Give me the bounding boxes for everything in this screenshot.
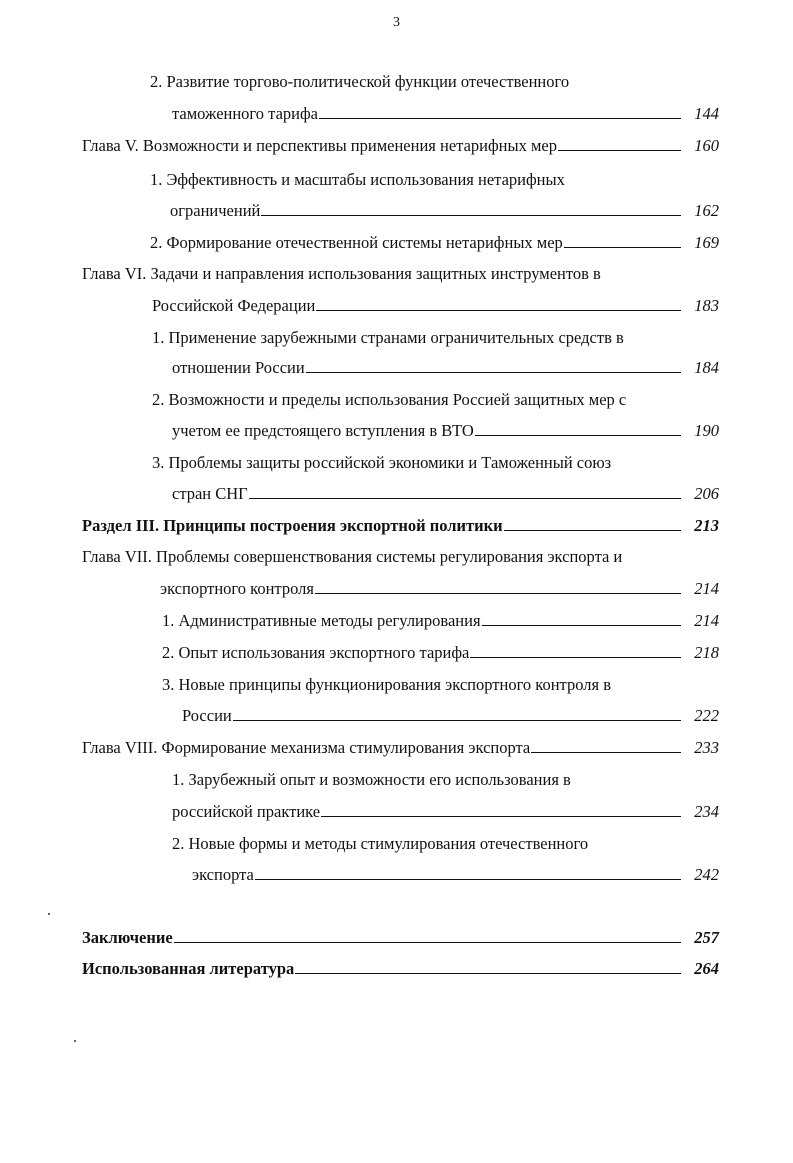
toc-entry (0, 134, 793, 158)
toc-page: 264 (694, 959, 719, 978)
leader-line (504, 530, 681, 531)
toc-entry (0, 514, 793, 538)
toc-entry (0, 704, 793, 728)
leader-line (306, 372, 681, 373)
leader-line (558, 150, 681, 151)
toc-text: 2. Возможности и пределы использования Россией защитных мер с (152, 390, 627, 409)
leader-line (316, 310, 681, 311)
toc-text: Заключение (82, 928, 173, 947)
toc-page: 144 (694, 104, 719, 123)
leader-line (295, 973, 681, 974)
leader-line (319, 118, 681, 119)
toc-page: 233 (694, 738, 719, 757)
toc-text: Использованная литература (82, 959, 295, 978)
leader-line (249, 498, 681, 499)
leader-line (321, 816, 681, 817)
toc-entry (0, 482, 793, 506)
toc-line (0, 451, 793, 475)
toc-page: 257 (694, 928, 719, 947)
toc-page: 169 (694, 233, 719, 252)
toc-text: 1. Эффективность и масштабы использования нетарифных (150, 170, 565, 189)
toc-page: 214 (694, 579, 719, 598)
toc-text: таможенного тарифа (172, 104, 318, 123)
toc-line (0, 768, 793, 792)
toc-page: 183 (694, 296, 719, 315)
leader-line (475, 435, 681, 436)
toc-line (0, 326, 793, 350)
toc-text: Глава VI. Задачи и направления использования защитных инструментов в (82, 264, 601, 283)
toc-entry (0, 356, 793, 380)
toc-text: 2. Формирование отечественной системы нетарифных мер (150, 233, 563, 252)
toc-page: 190 (694, 421, 719, 440)
toc-text: отношении России (172, 358, 305, 377)
toc-entry (0, 736, 793, 760)
toc-page: 162 (694, 201, 719, 220)
toc-entry (0, 199, 793, 223)
toc-entry (0, 863, 793, 887)
toc-text: Российской Федерации (152, 296, 316, 315)
toc-entry (0, 926, 793, 950)
page-number: 3 (393, 15, 400, 30)
toc-text: 1. Зарубежный опыт и возможности его использования в (172, 770, 571, 789)
toc-entry (0, 800, 793, 824)
toc-text: 2. Развитие торгово-политической функции отечественного (150, 72, 570, 91)
toc-line (0, 388, 793, 412)
toc-page: 184 (694, 358, 719, 377)
toc-line (0, 70, 793, 94)
leader-line (261, 215, 681, 216)
leader-line (174, 942, 681, 943)
toc-page: 242 (694, 865, 719, 884)
toc-text: Раздел III. Принципы построения экспортной политики (82, 516, 503, 535)
toc-line (0, 832, 793, 856)
toc-line (0, 545, 793, 569)
leader-line (255, 879, 681, 880)
toc-text: стран СНГ (172, 484, 248, 503)
toc-page: 222 (694, 706, 719, 725)
scan-speck (74, 1040, 76, 1042)
toc-line (0, 262, 793, 286)
toc-entry (0, 419, 793, 443)
toc-entry (0, 231, 793, 255)
leader-line (482, 625, 681, 626)
toc-text: 2. Опыт использования экспортного тарифа (162, 643, 470, 662)
toc-text: учетом ее предстоящего вступления в ВТО (172, 421, 474, 440)
toc-page: 234 (694, 802, 719, 821)
toc-text: ограничений (170, 201, 261, 220)
scan-speck (48, 913, 50, 915)
toc-text: экспортного контроля (160, 579, 314, 598)
toc-text: 2. Новые формы и методы стимулирования отечественного (172, 834, 589, 853)
toc-line (0, 673, 793, 697)
toc-page: 218 (694, 643, 719, 662)
toc-text: 1. Административные методы регулирования (162, 611, 481, 630)
toc-entry (0, 294, 793, 318)
toc-page: 206 (694, 484, 719, 503)
toc-text: Глава VIII. Формирование механизма стимулирования экспорта (82, 738, 531, 757)
toc-page: 160 (694, 136, 719, 155)
toc-entry (0, 609, 793, 633)
toc-entry (0, 577, 793, 601)
toc-text: Глава VII. Проблемы совершенствования системы регулирования экспорта и (82, 547, 623, 566)
toc-text: Глава V. Возможности и перспективы применения нетарифных мер (82, 136, 557, 155)
toc-entry (0, 957, 793, 981)
leader-line (315, 593, 681, 594)
toc-text: 3. Проблемы защиты российской экономики и Таможенный союз (152, 453, 612, 472)
toc-text: 1. Применение зарубежными странами ограничительных средств в (152, 328, 624, 347)
toc-page: 214 (694, 611, 719, 630)
toc-text: российской практике (172, 802, 321, 821)
leader-line (564, 247, 681, 248)
toc-page: 213 (694, 516, 719, 535)
toc-text: России (182, 706, 232, 725)
toc-text: 3. Новые принципы функционирования экспортного контроля в (162, 675, 611, 694)
leader-line (233, 720, 681, 721)
leader-line (531, 752, 681, 753)
toc-entry (0, 641, 793, 665)
toc-text: экспорта (192, 865, 254, 884)
toc-line (0, 168, 793, 192)
leader-line (470, 657, 681, 658)
toc-entry (0, 102, 793, 126)
